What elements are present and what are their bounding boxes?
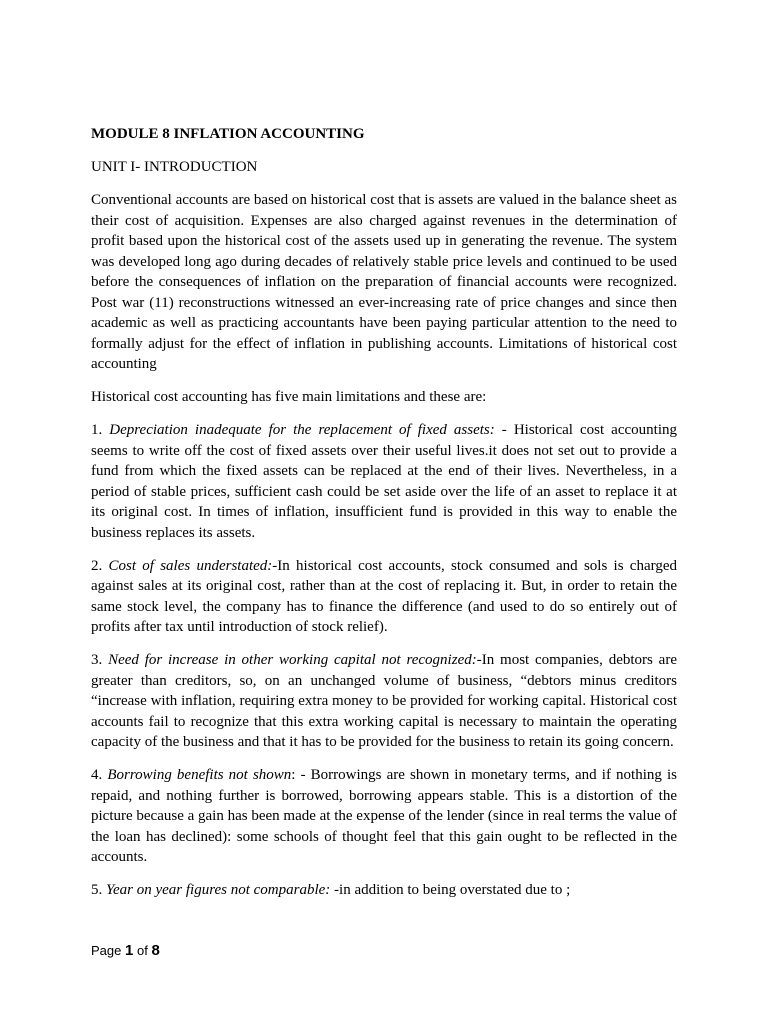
limitation-heading: Depreciation inadequate for the replacement of fixed assets: [109, 422, 495, 438]
limitation-body: -In historical cost accounts, stock consumed and sols is charged against sales at its original cost, rather than at the cost of replacing it. But, in order to retain the same stock level, the company has to finance the difference (and used to do so entirely out of profits after tax until introduction of stock relief). [91, 557, 678, 635]
unit-title: UNIT I- INTRODUCTION [91, 159, 258, 175]
limitation-item-3 [91, 650, 677, 753]
limitation-body: -In most companies, debtors are greater than creditors, so, on an unchanged volume of business, “debtors minus creditors “increase with inflation, requiring extra money to be provided for working capital. Historical cost accounts fail to recognize that this extra working capital is necessary to maintain the operating capacity of the business and that it has to be provided for the business to retain its going concern. [91, 652, 677, 750]
limitation-number: 1. [91, 422, 103, 438]
intro-paragraph: Conventional accounts are based on historical cost that is assets are valued in the balance sheet as their cost of acquisition. Expenses are also charged against revenues in the determination of profit based upon the historical cost of the assets used up in generating the revenue. The system was developed long ago during decades of relatively stable price levels and continued to be used before the consequences of inflation on the preparation of financial accounts were recognized. Post war (11) reconstructions witnessed an ever-increasing rate of price changes and since then academic as well as practicing accountants have been paying particular attention to the need to formally adjust for the effect of inflation in publishing accounts. Limitations of historical cost accounting [91, 192, 677, 372]
page-label: Page [91, 943, 122, 958]
limitation-body: : - Borrowings are shown in monetary terms, and if nothing is repaid, and nothing further is borrowed, borrowing appears stable. This is a distortion of the picture because a gain has been made at the expense of the lender (since in real terms the value of the loan has declined): some schools of thought feel that this gain ought to be reflected in the accounts. [91, 767, 677, 865]
limitation-item-4 [91, 765, 677, 868]
module-title: MODULE 8 INFLATION ACCOUNTING [91, 126, 365, 142]
limitation-number: 3. [91, 652, 103, 668]
document-body [91, 124, 677, 913]
limitation-body: - Historical cost accounting seems to write off the cost of fixed assets over their useful lives.it does not set out to provide a fund from which the fixed assets can be replaced at the end of their lives. Nevertheless, in a period of stable prices, sufficient cash could be set aside over the life of an asset to replace it at its original cost. In times of inflation, insufficient fund is provided in this way to enable the business replaces its assets. [91, 422, 677, 541]
limitation-number: 4. [91, 767, 103, 783]
limitation-heading: Borrowing benefits not shown [107, 767, 292, 783]
current-page-number: 1 [125, 942, 134, 959]
limitation-item-5 [91, 880, 677, 901]
limitation-number: 5. [91, 882, 103, 898]
limitations-intro: Historical cost accounting has five main limitations and these are: [91, 389, 487, 405]
limitation-body: -in addition to being overstated due to ; [330, 882, 571, 898]
total-pages-number: 8 [151, 942, 160, 959]
limitation-heading: Year on year figures not comparable: [106, 882, 331, 898]
limitation-item-2 [91, 556, 677, 638]
limitation-heading: Cost of sales understated: [108, 557, 273, 574]
page-footer [91, 941, 160, 961]
of-label: of [136, 943, 148, 958]
limitation-number: 2. [91, 557, 103, 574]
limitation-item-1 [91, 420, 677, 543]
limitation-heading: Need for increase in other working capital not recognized: [108, 652, 477, 668]
